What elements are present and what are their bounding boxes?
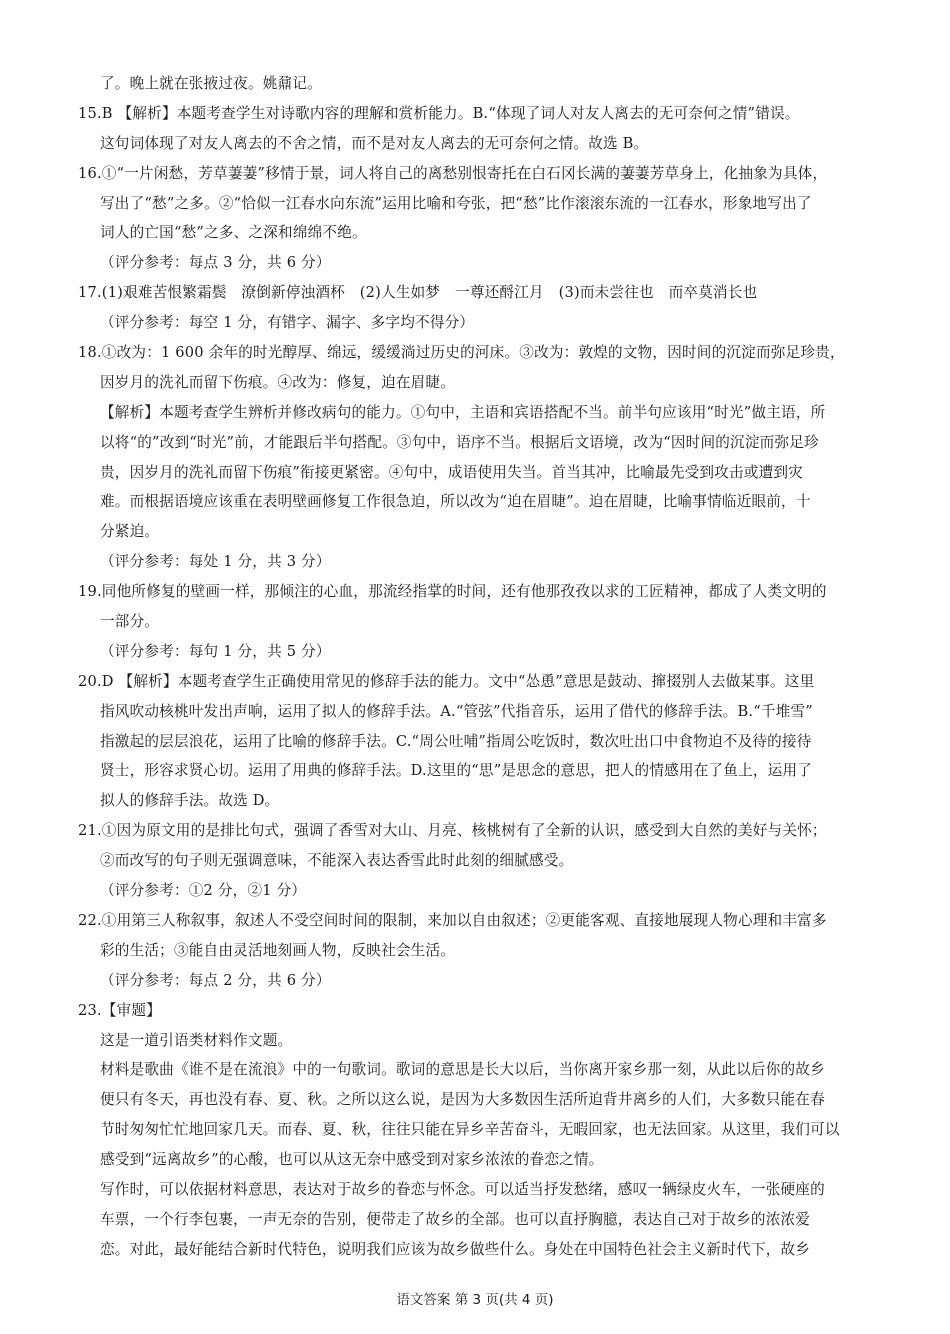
text-line: 【解析】本题考查学生辨析并修改病句的能力。①句中，主语和宾语搭配不当。前半句应该用“时光”做主语，所 (100, 403, 826, 421)
text-line: 词人的亡国“愁”之多、之深和绵绵不绝。 (100, 224, 367, 242)
text-line: 这句词体现了对友人离去的不舍之情，而不是对友人离去的无可奈何之情。故选 B。 (100, 134, 649, 152)
text-line: 难。而根据语境应该重在表明壁画修复工作很急迫，所以改为“迫在眉睫”。迫在眉睫，比喻事情临近眼前，十 (100, 493, 811, 511)
text-line: 贵，因岁月的洗礼而留下伤痕”衔接更紧密。④句中，成语使用失当。首当其冲，比喻最先受到攻击或遭到灾 (100, 463, 803, 481)
text-line: 材料是歌曲《谁不是在流浪》中的一句歌词。歌词的意思是长大以后，当你离开家乡那一刻，从此以后你的故乡 (100, 1061, 825, 1079)
text-line: 一部分。 (100, 613, 160, 631)
text-line: 21.①因为原文用的是排比句式，强调了香雪对大山、月亮、核桃树有了全新的认识，感受到大自然的美好与关怀； (78, 822, 827, 840)
text-line: （评分参考：每处 1 分，共 3 分） (100, 553, 331, 571)
text-line: 节时匆匆忙忙地回家几天。而春、夏、秋，往往只能在异乡辛苦奋斗，无暇回家，也无法回家。从这里，我们可以 (100, 1121, 840, 1139)
text-line: 指激起的层层浪花，运用了比喻的修辞手法。C.“周公吐哺”指周公吃饭时，数次吐出口中食物迫不及待的接待 (100, 732, 812, 750)
text-line: 20.D 【解析】本题考查学生正确使用常见的修辞手法的能力。文中“怂恿”意思是鼓动、撺掇别人去做某事。这里 (78, 672, 815, 690)
text-line: 以将“的”改到“时光”前，才能跟后半句搭配。③句中，语序不当。根据后文语境，改为“因时间的沉淀而弥足珍 (100, 433, 819, 451)
text-line: 17.(1)艰难苦恨繁霜鬓 潦倒新停浊酒杯 (2)人生如梦 一尊还酹江月 (3)而未尝往也 而卒莫消长也 (78, 284, 758, 302)
text-line: 18.①改为：1 600 余年的时光醇厚、绵远，缓缓淌过历史的河床。③改为：敦煌的文物，因时间的沉淀而弥足珍贵， (78, 344, 845, 362)
text-line: 感受到“远离故乡”的心酸，也可以从这无奈中感受到对家乡浓浓的眷恋之情。 (100, 1151, 604, 1169)
text-line: 这是一道引语类材料作文题。 (100, 1031, 293, 1049)
text-line: 23.【审题】 (78, 1001, 161, 1019)
text-line: 指风吹动核桃叶发出声响，运用了拟人的修辞手法。A.“管弦”代指音乐，运用了借代的修辞手法。B.“千堆雪” (100, 702, 813, 720)
text-line: 便只有冬天，再也没有春、夏、秋。之所以这么说，是因为大多数因生活所迫背井离乡的人们，大多数只能在春 (100, 1091, 825, 1109)
text-line: （评分参考：每空 1 分，有错字、漏字、多字均不得分） (100, 314, 475, 332)
text-line: （评分参考：每点 3 分，共 6 分） (100, 254, 331, 272)
text-line: 因岁月的洗礼而留下伤痕。④改为：修复，迫在眉睫。 (100, 373, 456, 391)
text-line: 16.①“一片闲愁，芳草萋萋”移情于景，词人将自己的离愁别恨寄托在白石冈长满的萋萋芳草身上，化抽象为具体， (78, 164, 828, 182)
text-line: ②而改写的句子则无强调意味，不能深入表达香雪此时此刻的细腻感受。 (100, 852, 574, 870)
text-line: 分紧迫。 (100, 523, 160, 541)
text-line: 19.同他所修复的壁画一样，那倾注的心血，那流经指掌的时间，还有他那孜孜以求的工匠精神，都成了人类文明的 (78, 583, 827, 601)
answer-page-body (78, 74, 878, 1270)
text-line: （评分参考：每句 1 分，共 5 分） (100, 642, 331, 660)
text-line: 写出了“愁”之多。②“恰似一江春水向东流”运用比喻和夸张，把“愁”比作滚滚东流的一江春水，形象地写出了 (100, 194, 812, 212)
text-line: 15.B 【解析】本题考查学生对诗歌内容的理解和赏析能力。B.“体现了词人对友人离去的无可奈何之情”错误。 (78, 104, 800, 122)
text-line: 恋。对此，最好能结合新时代特色，说明我们应该为故乡做些什么。身处在中国特色社会主义新时代下，故乡 (100, 1240, 811, 1258)
text-line: 彩的生活；③能自由灵活地刻画人物，反映社会生活。 (100, 941, 456, 959)
text-line: 车票，一个行李包裹，一声无奈的告别，便带走了故乡的全部。也可以直抒胸臆，表达自己对于故乡的浓浓爱 (100, 1210, 811, 1228)
text-line: 写作时，可以依据材料意思，表达对于故乡的眷恋与怀念。可以适当抒发愁绪，感叹一辆绿皮火车，一张硬座的 (100, 1180, 825, 1198)
page-footer: 语文答案 第 3 页(共 4 页) (396, 1292, 554, 1308)
text-line: （评分参考：每点 2 分，共 6 分） (100, 971, 331, 989)
text-line: 了。晚上就在张掖过夜。姚鼐记。 (100, 75, 322, 92)
text-line: 拟人的修辞手法。故选 D。 (100, 792, 280, 810)
text-line: （评分参考：①2 分，②1 分） (100, 882, 307, 900)
text-line: 贤士，形容求贤心切。运用了用典的修辞手法。D.这里的“思”是思念的意思，把人的情感用在了鱼上，运用了 (100, 762, 813, 780)
text-line: 22.①用第三人称叙事，叙述人不受空间时间的限制，来加以自由叙述；②更能客观、直接地展现人物心理和丰富多 (78, 911, 827, 929)
